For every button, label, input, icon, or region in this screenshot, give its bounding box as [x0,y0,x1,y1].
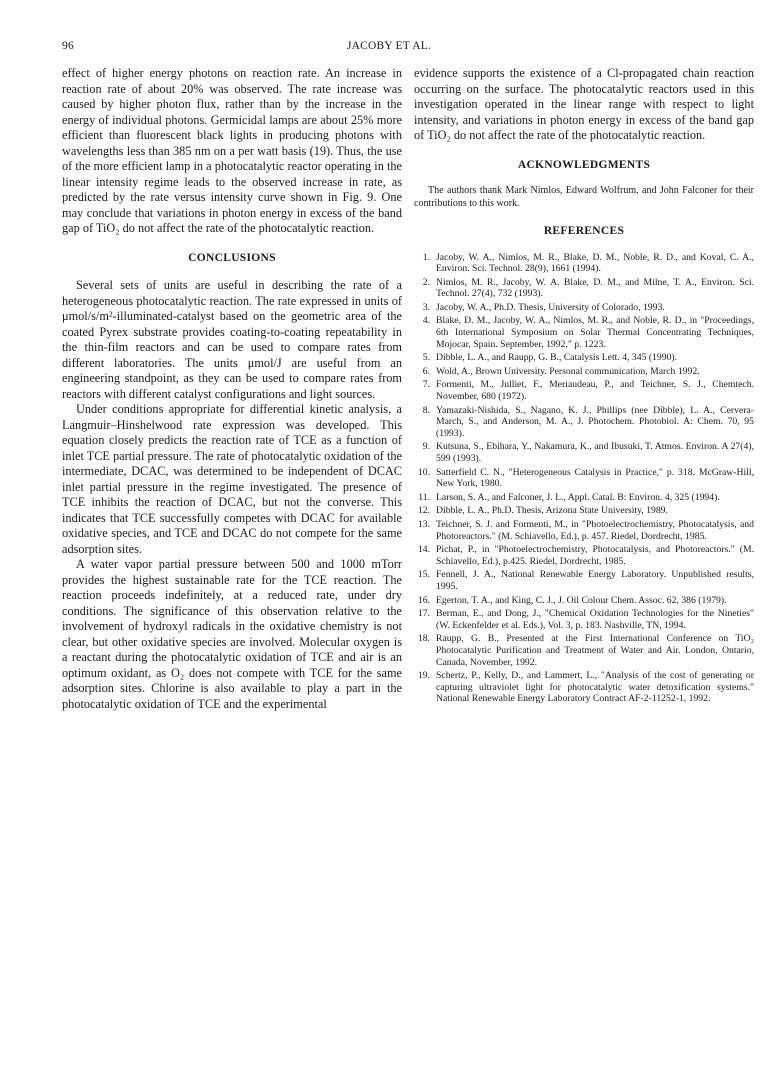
reference-number: 9. [422,441,430,453]
reference-number: 14. [417,544,430,556]
reference-number: 5. [422,352,430,364]
reference-item [414,569,754,592]
reference-item [414,352,754,364]
reference-text: Schertz, P., Kelly, D., and Lammert, L., "Analysis of the cost of generating or capturing ultraviolet light for photocatalytic water detoxification systems." National Renewable Energy Laboratory Contract AF-2-11252-1, 1992. [436,670,754,705]
page-number: 96 [62,40,74,52]
page-header [62,40,716,56]
reference-item [414,441,754,464]
reference-item [414,405,754,440]
intro-paragraph: effect of higher energy photons on reaction rate. An increase in reaction rate of about 20% was observed. The rate increase was caused by higher photon flux, rather than by the increase in the energy of individual photons. Germicidal lamps are about 25% more efficient than fluorescent black lights in producing photons with wavelengths less than 385 nm on a per watt basis (19). Thus, the use of the more efficient lamp in a photocatalytic reactor operating in the linear intensity regime leads to the observed increase in rate, as predicted by the rate versus intensity curve shown in Fig. 9. One may conclude that variations in photon energy in excess of the band gap of TiO₂ do not affect the rate of the photocatalytic reaction. [62,66,402,235]
conclusions-paragraph-2: Under conditions appropriate for differential kinetic analysis, a Langmuir–Hinshelwood rate expression was developed. This equation closely predicts the reaction rate of TCE as a function of inlet TCE partial pressure. The rate of photocatalytic oxidation of the intermediate, DCAC, was determined to be independent of DCAC inlet partial pressure in the regime investigated. The presence of TCE inhibits the reaction of DCAC, but not the converse. This indicates that TCE successfully competes with DCAC for available oxidative species, and TCE and DCAC do not compete for the same adsorption sites. [62,402,402,556]
reference-text: Blake, D. M., Jacoby, W. A., Nimlos, M. R., and Noble, R. D., in "Proceedings, 6th International Symposium on Solar Thermal Concentrating Techniques, Mojocar, Spain. September, 1992," p. 1223. [436,315,754,350]
reference-number: 19. [417,670,430,682]
reference-text: Fennell, J. A., National Renewable Energy Laboratory. Unpublished results, 1995. [436,569,754,592]
reference-item [414,519,754,542]
reference-number: 18. [417,633,430,645]
reference-text: Jacoby, W. A., Nimlos, M. R., Blake, D. M., Noble, R. D., and Koval, C. A., Environ. Sci. Technol. 28(9), 1661 (1994). [436,251,754,275]
reference-number: 10. [417,466,430,478]
reference-item [414,302,754,314]
reference-item [414,467,754,490]
reference-text: Egerton, T. A., and King, C. J., J. Oil Colour Chem. Assoc. 62, 386 (1979). [436,594,727,606]
reference-item [414,595,754,607]
reference-text: Berman, E., and Dong, J., "Chemical Oxidation Technologies for the Nineties" (W. Eckenfelder et al. Eds.), Vol. 3, p. 183. Nashville, TN, 1994. [436,608,754,631]
reference-number: 1. [422,251,430,263]
reference-text: Wold, A., Brown University. Personal communication, March 1992. [436,365,700,377]
reference-item [414,252,754,275]
reference-item [414,670,754,705]
reference-text: Dibble, L. A., and Raupp, G. B., Catalysis Lett. 4, 345 (1990). [436,352,678,364]
left-column [62,66,402,712]
reference-number: 17. [417,608,430,620]
reference-number: 12. [417,505,430,517]
reference-text: Yamazaki-Nishida, S., Nagano, K. J., Phillips (nee Dibble), L. A., Cervera-March, S., and Anderson, M. A., J. Photochem. Photobiol. A: Chem. 70, 95 (1993). [436,404,754,439]
reference-number: 7. [422,379,430,391]
reference-text: Satterfield C. N., "Heterogeneous Catalysis in Practice," p. 318. McGraw-Hill, New York, 1980. [436,466,754,490]
reference-item [414,277,754,300]
reference-text: Larson, S. A., and Falconer, J. L., Appl. Catal. B: Environ. 4, 325 (1994). [436,491,720,503]
reference-text: Dibble, L. A., Ph.D. Thesis, Arizona State University, 1989. [436,505,668,517]
acknowledgments-heading: ACKNOWLEDGMENTS [517,158,651,171]
right-column [414,66,754,707]
references-list [414,252,754,705]
reference-number: 15. [417,569,430,581]
reference-number: 4. [422,315,430,327]
reference-number: 13. [417,518,430,530]
reference-number: 16. [417,594,430,606]
conclusions-paragraph-1: Several sets of units are useful in describing the rate of a heterogeneous photocatalytic reaction. The rate expressed in units of μmol/s/m²-illuminated-catalyst based on the geometric area of the coated Pyrex substrate provides coating-to-coating repeatability in the thin-film reactors and can be used to compare rates from different laboratories. The units μmol/J are useful from an engineering standpoint, as they can be used to compare rates from reactors with different catalyst configurations and light sources. [62,278,402,401]
references-heading: REFERENCES [543,225,625,237]
reference-text: Nimlos, M. R., Jacoby, W. A. Blake, D. M., and Milne, T. A., Environ. Sci. Technol. 27(4), 732 (1993). [436,276,754,300]
reference-text: Jacoby, W. A., Ph.D. Thesis, University of Colorado, 1993. [436,301,665,313]
reference-text: Pichat, P., in "Photoelectrochemistry, Photocatalysis, and Photoreactors." (M. Schiavello, Ed.), p.425. Riedel, Dordrecht, 1985. [436,544,754,567]
conclusions-heading: CONCLUSIONS [188,251,276,264]
reference-text: Formenti, M., Julliet, F., Meriaudeau, P., and Teichner, S. J., Chemtech. November, 680 (1972). [436,379,754,403]
reference-item [414,379,754,402]
reference-item [414,315,754,350]
reference-number: 11. [418,491,430,503]
reference-text: Raupp, G. B., Presented at the First International Conference on TiO₂ Photocatalytic Purification and Treatment of Water and Air. London, Ontario, Canada, November, 1992. [436,633,754,668]
reference-item [414,366,754,378]
reference-item [414,505,754,517]
reference-text: Teichner, S. J. and Formenti, M., in "Photoelectrochemistry, Photocatalysis, and Photoreactors." (M. Schiavello, Ed.), p. 457. Riedel, Dordrecht, 1985. [436,518,754,542]
continuation-paragraph: evidence supports the existence of a Cl-propagated chain reaction occurring on the surface. The photocatalytic reactors used in this investigation operated in the linear range with respect to light intensity, and variations in photon energy in excess of the band gap of TiO₂ do not affect the rate of the photocatalytic reaction. [414,66,754,142]
reference-number: 8. [422,404,430,416]
conclusions-paragraph-3: A water vapor partial pressure between 500 and 1000 mTorr provides the highest sustainable rate for the TCE reaction. The reaction proceeds indefinitely, at a reduced rate, under dry conditions. The significance of this observation relative to the involvement of hydroxyl radicals in the oxidative chemistry is not clear, but other oxidative species are involved. Molecular oxygen is a reactant during the photocatalytic oxidation of TCE and air is an optimum oxidant, as O₂ does not compete with TCE for the same adsorption sites. Chlorine is also available to play a part in the photocatalytic oxidation of TCE and the experimental [62,557,402,711]
reference-number: 6. [422,365,430,377]
reference-item [414,544,754,567]
reference-text: Kutsuna, S., Ebihara, Y., Nakamura, K., and Ibusuki, T. Atmos. Environ. A 27(4), 599 (1993). [436,441,754,464]
reference-number: 2. [422,276,430,288]
reference-item [414,633,754,668]
acknowledgments-text: The authors thank Mark Nimlos, Edward Wolfrum, and John Falconer for their contributions to this work. [414,185,754,209]
reference-item [414,492,754,504]
running-head: JACOBY ET AL. [346,40,432,52]
reference-item [414,608,754,631]
reference-number: 3. [422,301,430,313]
